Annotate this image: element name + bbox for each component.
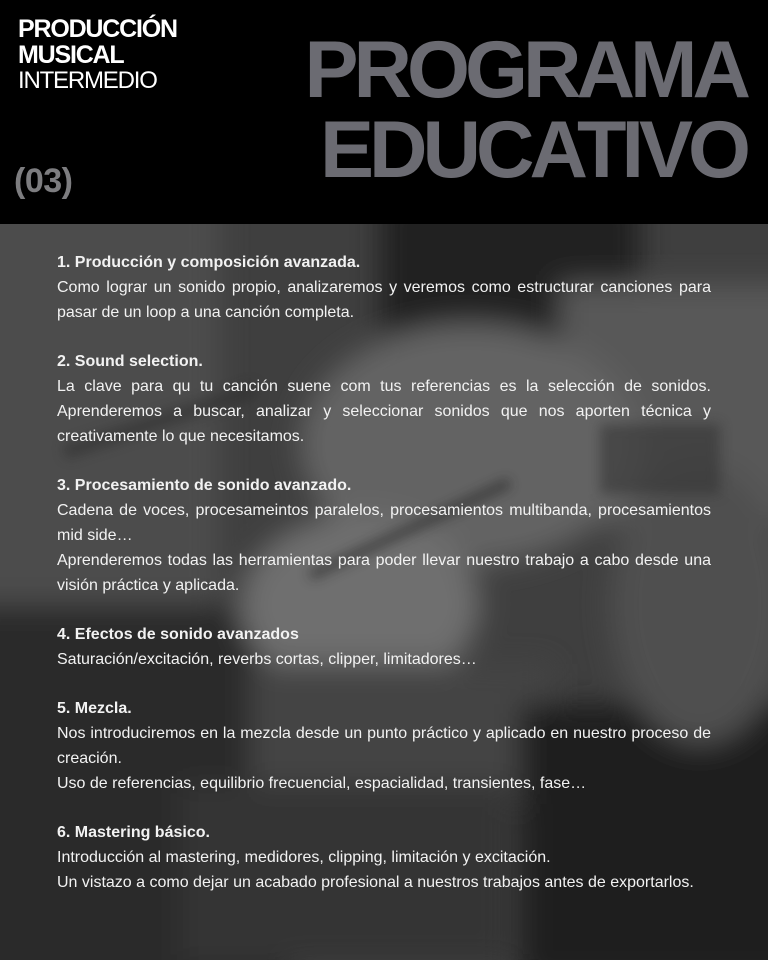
section-title: 1. Producción y composición avanzada. bbox=[57, 254, 361, 271]
section-mixing bbox=[57, 696, 711, 796]
section-text: Nos introduciremos en la mezcla desde un punto práctico y aplicado en nuestro proceso de creación. bbox=[57, 725, 711, 767]
section-text: Un vistazo a como dejar un acabado profesional a nuestros trabajos antes de exportarlos. bbox=[57, 874, 694, 891]
section-text: Introducción al mastering, medidores, clipping, limitación y excitación. bbox=[57, 849, 551, 866]
section-text: Saturación/excitación, reverbs cortas, clipper, limitadores… bbox=[57, 651, 477, 668]
section-text: Cadena de voces, procesameintos paralelos, procesamientos multibanda, procesamientos mid side… bbox=[57, 502, 711, 544]
section-text: Como lograr un sonido propio, analizaremos y veremos como estructurar canciones para pasar de un loop a una canción completa. bbox=[57, 279, 711, 321]
section-title: 3. Procesamiento de sonido avanzado. bbox=[57, 477, 352, 494]
section-title: 4. Efectos de sonido avanzados bbox=[57, 626, 299, 643]
section-text: Aprenderemos todas las herramientas para poder llevar nuestro trabajo a cabo desde una visión práctica y aplicada. bbox=[57, 552, 711, 594]
title-line-2: EDUCATIVO bbox=[319, 105, 746, 195]
section-text: La clave para qu tu canción suene com tus referencias es la selección de sonidos. Aprenderemos a buscar, analizar y seleccionar sonidos que nos aporten técnica y creativamente lo que necesitamos. bbox=[57, 378, 711, 445]
section-text: Uso de referencias, equilibrio frecuencial, espacialidad, transientes, fase… bbox=[57, 775, 587, 792]
header-band bbox=[0, 0, 768, 224]
course-line-2: MUSICAL bbox=[18, 41, 124, 69]
course-name bbox=[18, 16, 177, 94]
page-title bbox=[304, 25, 747, 195]
section-mastering bbox=[57, 820, 711, 895]
section-title: 5. Mezcla. bbox=[57, 700, 132, 717]
program-content bbox=[57, 250, 711, 919]
module-number: (03) bbox=[14, 162, 73, 200]
section-sound-selection bbox=[57, 349, 711, 449]
course-level: INTERMEDIO bbox=[18, 67, 157, 94]
section-title: 2. Sound selection. bbox=[57, 353, 203, 370]
section-effects bbox=[57, 622, 711, 672]
title-line-1: PROGRAMA bbox=[304, 25, 746, 115]
section-production bbox=[57, 250, 711, 325]
section-processing bbox=[57, 473, 711, 598]
course-line-1: PRODUCCIÓN bbox=[18, 15, 177, 43]
section-title: 6. Mastering básico. bbox=[57, 824, 210, 841]
